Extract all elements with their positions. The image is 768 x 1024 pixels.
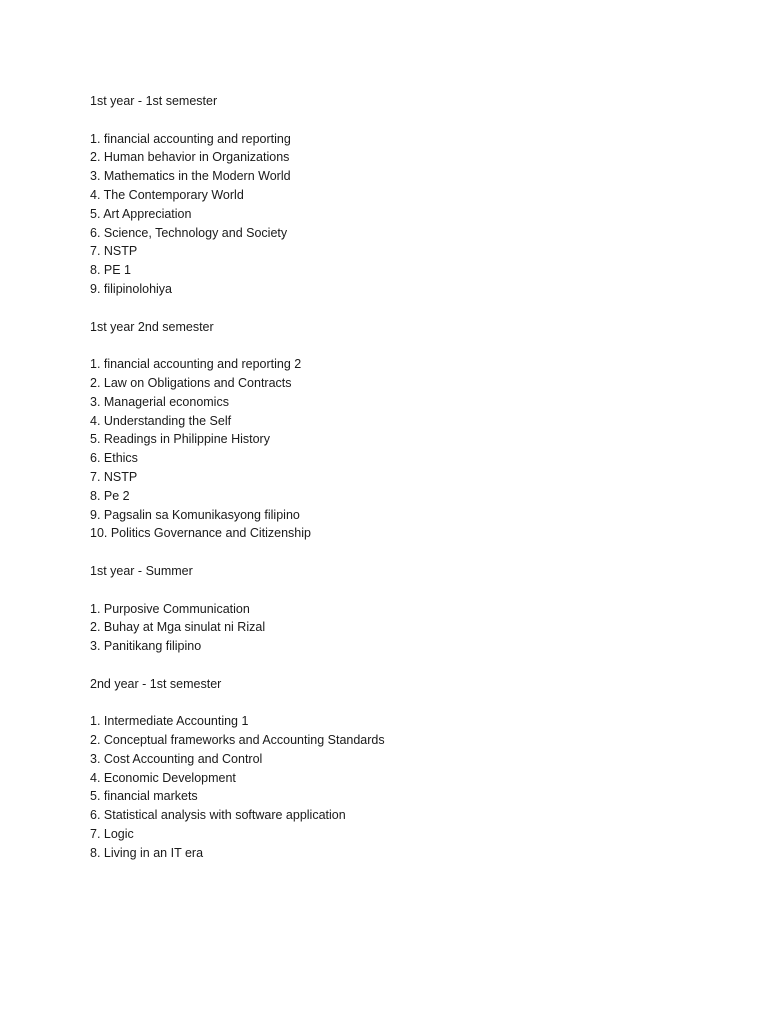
section-1st-year-summer (90, 562, 730, 675)
spacer (90, 543, 730, 562)
list-item: 8. Pe 2 (90, 488, 130, 503)
course-list (90, 712, 730, 862)
spacer (90, 299, 730, 318)
list-item: 6. Science, Technology and Society (90, 225, 288, 240)
list-item: 5. financial markets (90, 789, 198, 804)
list-item: 1. financial accounting and reporting (90, 131, 291, 146)
list-item: 7. Logic (90, 827, 134, 842)
spacer (90, 336, 730, 355)
list-item: 9. Pagsalin sa Komunikasyong filipino (90, 507, 300, 522)
course-list (90, 600, 730, 656)
list-item: 1. Purposive Communication (90, 601, 250, 616)
list-item: 10. Politics Governance and Citizenship (90, 526, 311, 541)
list-item: 1. financial accounting and reporting 2 (90, 357, 302, 372)
spacer (90, 656, 730, 675)
list-item: 6. Statistical analysis with software application (90, 808, 346, 823)
section-heading: 1st year 2nd semester (90, 319, 214, 334)
spacer (90, 111, 730, 130)
list-item: 4. Understanding the Self (90, 413, 232, 428)
list-item: 1. Intermediate Accounting 1 (90, 714, 249, 729)
list-item: 3. Cost Accounting and Control (90, 751, 263, 766)
document-page (90, 92, 730, 863)
section-2nd-year-1st-semester (90, 675, 730, 863)
section-1st-year-2nd-semester (90, 318, 730, 562)
list-item: 2. Law on Obligations and Contracts (90, 375, 292, 390)
list-item: 7. NSTP (90, 469, 138, 484)
list-item: 2. Conceptual frameworks and Accounting Standards (90, 733, 385, 748)
spacer (90, 694, 730, 713)
list-item: 2. Human behavior in Organizations (90, 150, 290, 165)
course-list (90, 130, 730, 299)
list-item: 4. The Contemporary World (90, 187, 244, 202)
section-heading: 2nd year - 1st semester (90, 676, 222, 691)
section-heading: 1st year - Summer (90, 563, 193, 578)
list-item: 8. Living in an IT era (90, 845, 204, 860)
course-list (90, 355, 730, 543)
list-item: 8. PE 1 (90, 263, 131, 278)
list-item: 3. Panitikang filipino (90, 639, 202, 654)
list-item: 7. NSTP (90, 244, 138, 259)
section-1st-year-1st-semester (90, 92, 730, 318)
list-item: 5. Art Appreciation (90, 206, 192, 221)
section-heading: 1st year - 1st semester (90, 94, 218, 108)
list-item: 6. Ethics (90, 451, 138, 466)
list-item: 5. Readings in Philippine History (90, 432, 270, 447)
list-item: 3. Managerial economics (90, 394, 229, 409)
list-item: 2. Buhay at Mga sinulat ni Rizal (90, 620, 266, 635)
list-item: 4. Economic Development (90, 770, 236, 785)
spacer (90, 581, 730, 600)
list-item: 3. Mathematics in the Modern World (90, 169, 291, 184)
list-item: 9. filipinolohiya (90, 281, 172, 296)
